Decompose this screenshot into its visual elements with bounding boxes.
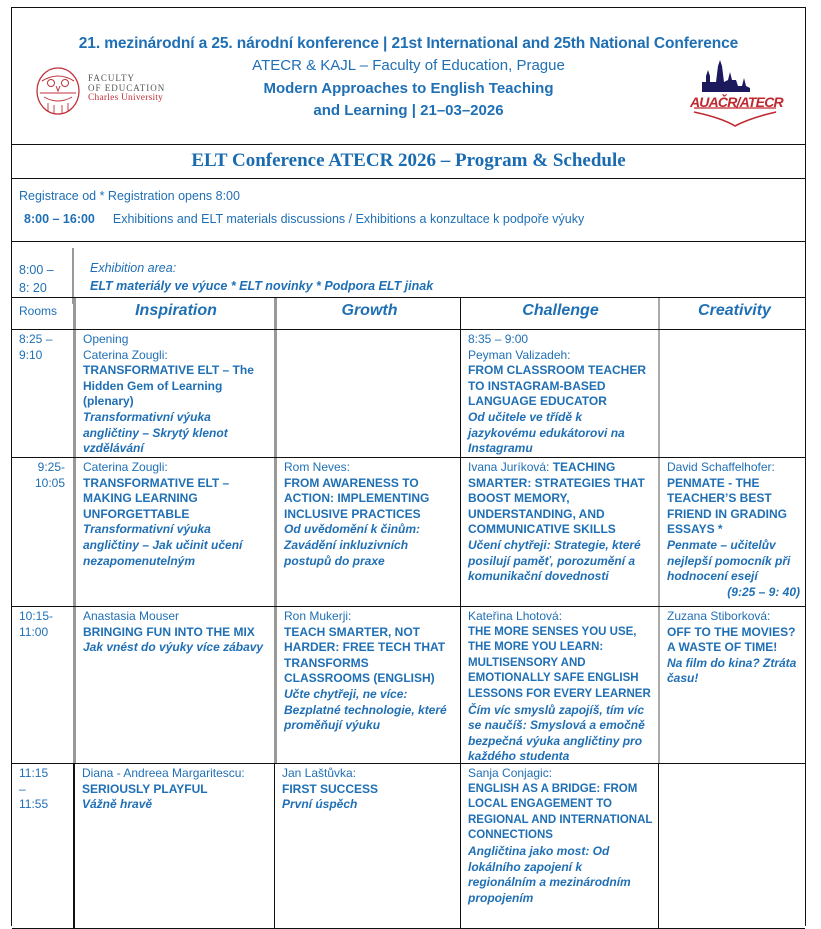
session-speaker: Jan Laštůvka: — [282, 766, 357, 780]
organizers-line: ATECR & KAJL – Faculty of Education, Prague — [252, 57, 565, 74]
session-title: TRANSFORMATIVE ELT – The Hidden Gem of Learning (plenary) — [83, 363, 254, 409]
time-end: 10:05 — [34, 475, 65, 490]
atecr-logo-text: AUAČR/ATECR — [690, 94, 783, 110]
time-end: 9:10 — [19, 347, 43, 362]
conference-edition-line: 21. mezinárodní a 25. národní konference | 21st International and 25th National Conference — [78, 35, 739, 52]
session-title-czech: Od uvědomění k činům: Zavádění inkluzivních postupů do praxe — [284, 522, 421, 568]
divider — [12, 178, 805, 179]
session-cell — [73, 458, 274, 606]
session-title-czech: Od učitele ve třídě k jazykovému edukátorovi na Instagramu — [468, 409, 625, 456]
session-speaker: David Schaffelhofer: — [667, 460, 775, 474]
session-title-czech: Učení chytřeji: Strategie, které posilují paměť, porozumění a komunikační dovednosti — [468, 537, 641, 584]
session-pre: Opening — [83, 332, 129, 346]
exhibition-area-label: Exhibition area: — [90, 261, 177, 275]
session-title: FROM AWARENESS TO ACTION: IMPLEMENTING INCLUSIVE PRACTICES — [284, 475, 430, 521]
column-header-growth: Growth — [274, 298, 460, 329]
faculty-logo-line1: FACULTY — [88, 73, 136, 83]
session-cell — [274, 764, 460, 929]
conference-theme-line2: and Learning | 21–03–2026 — [313, 102, 504, 119]
atecr-logo — [680, 56, 790, 131]
divider — [12, 144, 805, 145]
session-time-note: (9:25 – 9: 40) — [727, 584, 800, 599]
session-title-czech: Na film do kina? Ztráta času! — [667, 655, 797, 686]
session-speaker: Caterina Zougli: — [83, 460, 168, 474]
session-cell-empty — [658, 330, 807, 457]
session-title: OFF TO THE MOVIES? A WASTE OF TIME! — [667, 624, 796, 655]
exhibition-area-items: ELT materiály ve výuce * ELT novinky * Podpora ELT jinak — [90, 279, 434, 293]
session-title: PENMATE - THE TEACHER’S BEST FRIEND IN GRADING ESSAYS * — [667, 475, 787, 537]
registration-opens: Registrace od * Registration opens 8:00 — [19, 189, 240, 203]
time-dash: – — [19, 781, 26, 796]
session-cell — [274, 458, 460, 606]
exhibition-time-end: 8: 20 — [19, 281, 47, 295]
session-cell — [73, 330, 274, 457]
time-end: 11:55 — [19, 797, 49, 812]
time-slot — [12, 458, 73, 606]
conference-theme-line1: Modern Approaches to English Teaching — [263, 80, 554, 97]
session-title: TEACHING SMARTER: STRATEGIES THAT BOOST MEMORY, UNDERSTANDING, AND COMMUNICATIVE SKILLS — [468, 460, 645, 537]
session-title-czech: Čím víc smyslů zapojíš, tím víc se naučíš: Smyslová a emočně bezpečná výuka angličtiny pro každého studenta — [468, 702, 645, 764]
session-cell — [460, 330, 658, 457]
rooms-label: Rooms — [19, 304, 58, 318]
time-start: 8:25 – — [19, 332, 53, 346]
table-row — [12, 329, 805, 457]
session-title: ENGLISH AS A BRIDGE: FROM LOCAL ENGAGEMENT TO REGIONAL AND INTERNATIONAL CONNECTIONS — [468, 782, 653, 842]
session-title-czech: Angličtina jako most: Od lokálního zapojení k regionálním a mezinárodním propojením — [468, 843, 631, 905]
session-cell — [460, 458, 658, 606]
session-title-czech: Transformativní výuka angličtiny – Skrytý klenot vzdělávání — [83, 409, 228, 456]
session-title: SERIOUSLY PLAYFUL — [82, 781, 208, 796]
exhibition-time-start: 8:00 – — [19, 263, 54, 277]
table-row — [12, 606, 805, 763]
session-title: BRINGING FUN INTO THE MIX — [83, 624, 255, 639]
exhibitions-time: 8:00 – 16:00 — [24, 212, 95, 226]
session-speaker: Zuzana Stiborková: — [667, 609, 771, 623]
session-cell — [658, 607, 807, 763]
session-cell — [658, 458, 807, 606]
table-header-row — [12, 297, 805, 329]
session-speaker: Ron Mukerji: — [284, 609, 352, 623]
session-title: TRANSFORMATIVE ELT – MAKING LEARNING UNFORGETTABLE — [83, 475, 230, 521]
column-header-creativity: Creativity — [658, 298, 807, 329]
session-cell — [73, 764, 274, 929]
time-start: 11:15 — [19, 766, 49, 780]
session-speaker: Anastasia Mouser — [83, 609, 180, 623]
exhibition-time — [19, 261, 54, 297]
faculty-logo-line3: Charles University — [88, 93, 164, 103]
session-speaker: Diana - Andreea Margaritescu: — [82, 766, 245, 780]
time-start: 10:15- — [19, 609, 54, 623]
session-title-czech: Transformativní výuka angličtiny – Jak učinit učení nezapomenutelným — [83, 522, 243, 568]
session-title-czech: Penmate – učitelův nejlepší pomocník při hodnocení esejí — [667, 537, 791, 584]
time-start: 9:25- — [37, 460, 65, 474]
session-speaker: Peyman Valizadeh: — [468, 347, 571, 362]
time-slot — [12, 764, 73, 929]
program-sheet — [11, 7, 806, 926]
session-speaker: Ivana Juríková: — [468, 460, 550, 474]
column-header-challenge: Challenge — [460, 298, 658, 329]
session-title-czech: Vážně hravě — [82, 797, 153, 812]
session-cell-empty — [274, 330, 460, 457]
session-title-czech: Jak vnést do výuky více zábavy — [83, 640, 264, 655]
time-slot — [12, 330, 73, 457]
session-speaker: Caterina Zougli: — [83, 347, 168, 362]
session-title: FIRST SUCCESS — [282, 781, 379, 796]
session-title: THE MORE SENSES YOU USE, THE MORE YOU LEARN: MULTISENSORY AND EMOTIONALLY SAFE ENGLISH LESSONS FOR EVERY LEARNER — [468, 625, 651, 700]
faculty-logo-line2: OF EDUCATION — [88, 83, 166, 93]
exhibitions-description: Exhibitions and ELT materials discussions / Exhibitions a konzultace k podpoře výuky — [112, 212, 585, 226]
session-title-czech: Učte chytřeji, ne více: Bezplatné technologie, které proměňují výuku — [284, 686, 447, 733]
page-title: ELT Conference ATECR 2026 – Program & Schedule — [191, 150, 626, 171]
session-cell — [73, 607, 274, 763]
session-time: 8:35 – 9:00 — [468, 332, 529, 346]
exhibitions-hours — [24, 212, 584, 226]
session-speaker: Sanja Conjagic: — [468, 766, 553, 780]
divider — [72, 248, 74, 304]
header-banner — [12, 8, 805, 146]
divider — [12, 241, 805, 242]
session-cell-empty — [658, 764, 807, 929]
time-slot — [12, 607, 73, 763]
session-title-czech: První úspěch — [282, 797, 358, 812]
column-header-inspiration: Inspiration — [73, 298, 274, 329]
session-speaker: Rom Neves: — [284, 460, 351, 474]
session-title: FROM CLASSROOM TEACHER TO INSTAGRAM-BASED LANGUAGE EDUCATOR — [468, 363, 646, 409]
table-row — [12, 763, 805, 929]
session-speaker: Kateřina Lhotová: — [468, 609, 563, 623]
session-cell — [460, 764, 658, 929]
table-row — [12, 457, 805, 606]
session-cell — [460, 607, 658, 763]
time-end: 11:00 — [19, 624, 49, 639]
session-title: TEACH SMARTER, NOT HARDER: FREE TECH THAT TRANSFORMS CLASSROOMS (ENGLISH) — [284, 624, 446, 686]
session-cell — [274, 607, 460, 763]
